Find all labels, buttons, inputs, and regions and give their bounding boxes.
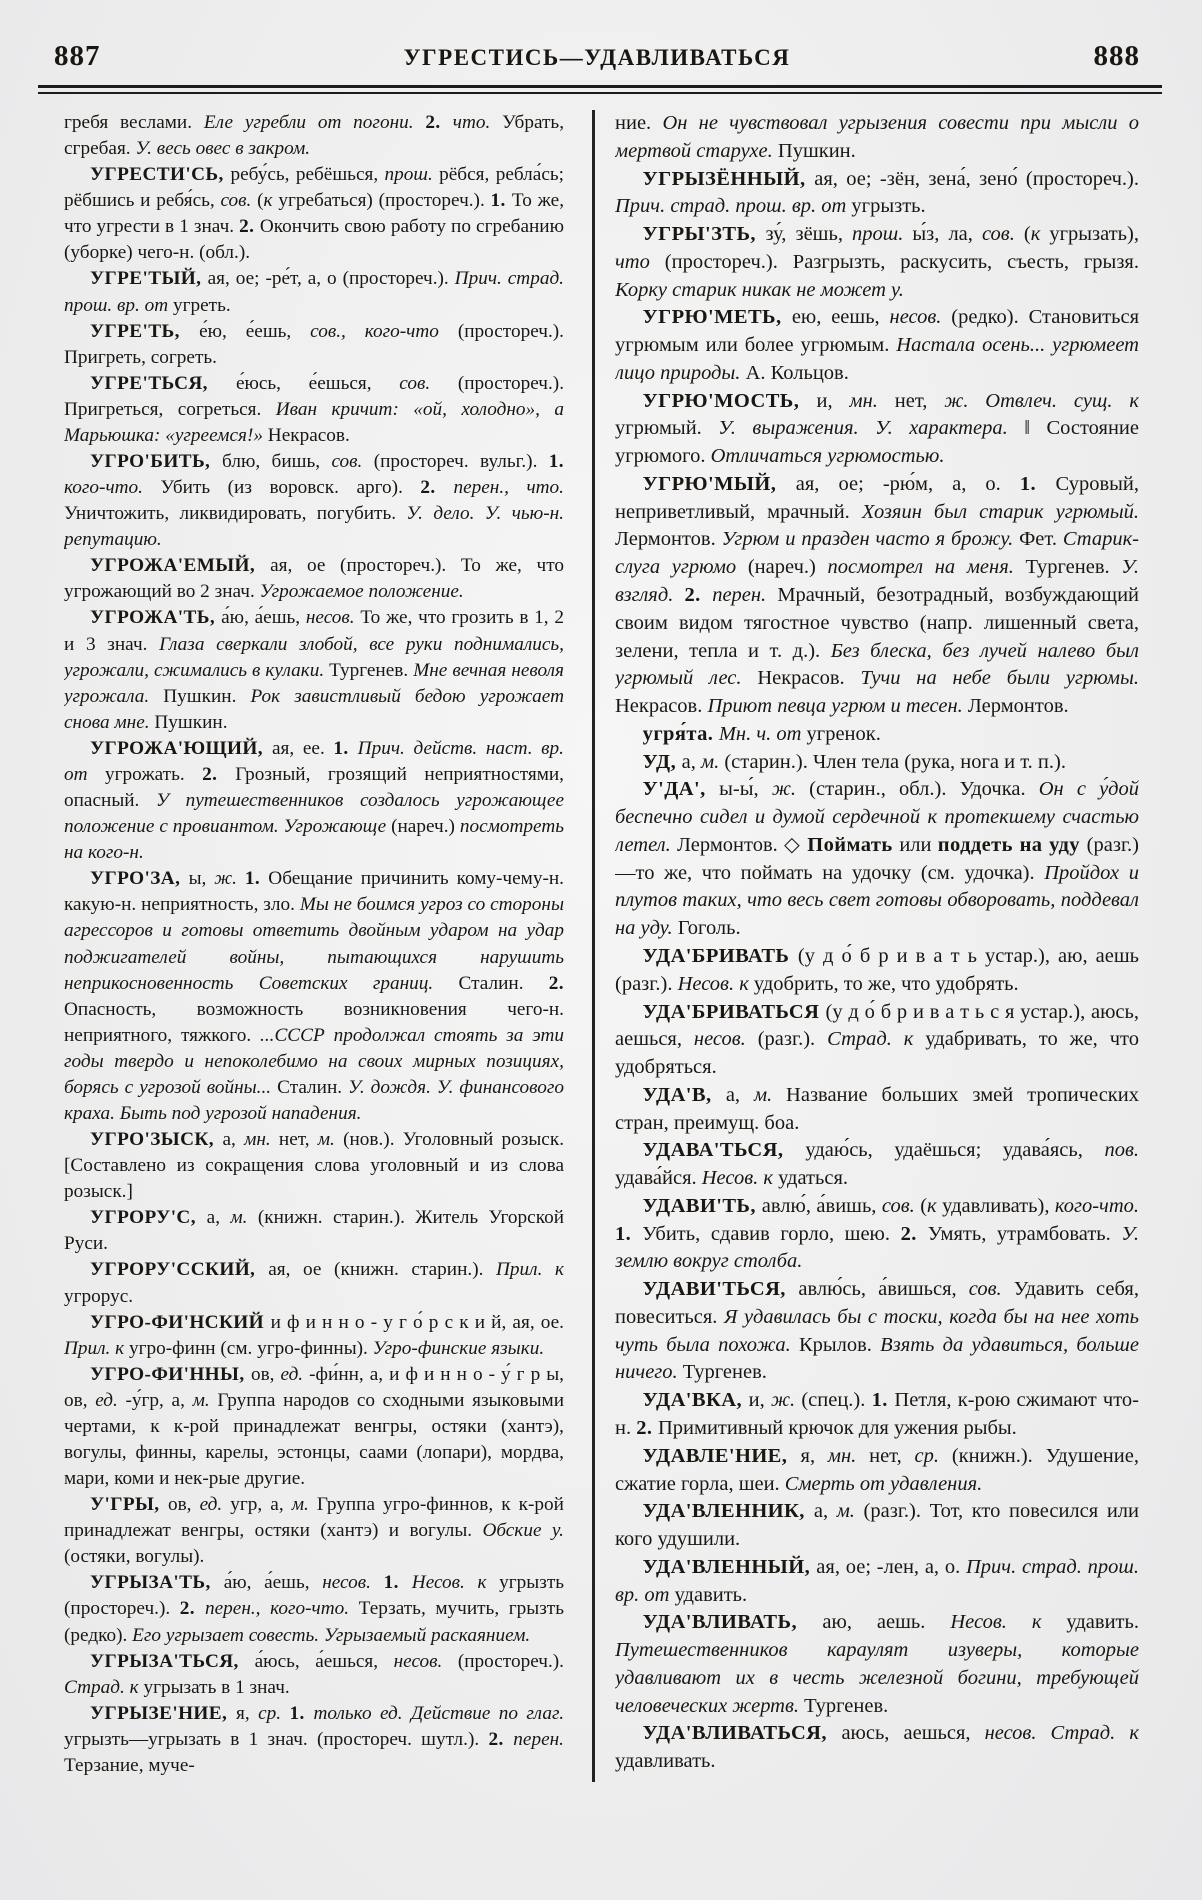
dictionary-entry: УГРОРУ'С, а, м. (книжн. старин.). Житель Угорской Руси. bbox=[64, 1207, 564, 1255]
dictionary-entry: УГРЫ'ЗТЬ, зу́, зёшь, прош. ы́з, ла, сов. (к угрызать), что (простореч.). Разгрызть, раскусить, съесть, грызя. Корку старик никак не может у. bbox=[615, 223, 1139, 301]
dictionary-entry: УДА'ВЛЕННИК, а, м. (разг.). Тот, кто повесился или кого удушили. bbox=[615, 1500, 1139, 1551]
dictionary-entry: УГРЮ'МЕТЬ, ею, еешь, несов. (редко). Становиться угрюмым или более угрюмым. Настала осень... угрюмеет лицо природы. А. Кольцов. bbox=[615, 306, 1139, 384]
dictionary-entry: УДА'ВЛЕННЫЙ, ая, ое; -лен, а, о. Прич. страд. прош. вр. от удавить. bbox=[615, 1555, 1139, 1606]
dictionary-entry: УГРО'ЗА, ы, ж. 1. Обещание причинить кому-чему-н. какую-н. неприятность, зло. Мы не боимся угроз со стороны агрессоров и готовы ответить двойным ударом на удар поджигателей войны, пытающихся нарушить неприкосновенность Советских границ. Сталин. 2. Опасность, возможность возникновения чего-н. неприятного, тяжкого. ...СССР продолжал стоять за эти годы твердо и непоколебимо на своих мирных позициях, борясь с угрозой войны... Сталин. У. дождя. У. финансового краха. Быть под угрозой нападения. bbox=[64, 868, 564, 1124]
page-number-left: 887 bbox=[54, 40, 101, 72]
dictionary-entry: УГРЮ'МЫЙ, ая, ое; -рю́м, а, о. 1. Суровый, неприветливый, мрачный. Хозяин был старик угрюмый. Лермонтов. Угрюм и празден часто я брожу. Фет. Старик-слуга угрюмо (нареч.) посмотрел на меня. Тургенев. У. взгляд. 2. перен. Мрачный, безотрадный, возбуждающий своим видом тягостное чувство (напр. лишенный света, зелени, тепла и т. д.). Без блеска, без лучей налево был угрюмый лес. Некрасов. Тучи на небе были угрюмы. Некрасов. Приют певца угрюм и тесен. Лермонтов. bbox=[615, 472, 1139, 718]
column-left bbox=[64, 110, 564, 1782]
dictionary-entry: угря́та. Мн. ч. от угренок. bbox=[642, 722, 881, 745]
dictionary-entry: УГРОЖА'ТЬ, а́ю, а́ешь, несов. То же, что грозить в 1, 2 и 3 знач. Глаза сверкали злобой, все руки поднимались, угрожали, сжимались в кулаки. Тургенев. Мне вечная неволя угрожала. Пушкин. Рок завистливый бедою угрожает снова мне. Пушкин. bbox=[64, 607, 564, 733]
page-number-right: 888 bbox=[1093, 40, 1140, 72]
running-head-title: УГРЕСТИСЬ—УДАВЛИВАТЬСЯ bbox=[403, 45, 791, 70]
dictionary-entry: УГРО'ЗЫСК, а, мн. нет, м. (нов.). Уголовный розыск. [Составлено из сокращения слова уголовный и из слова розыск.] bbox=[64, 1129, 564, 1203]
dictionary-entry: УДА'В, а, м. Название больших змей тропических стран, преимущ. боа. bbox=[615, 1083, 1139, 1134]
dictionary-entry: УДАВИ'ТЬСЯ, авлю́сь, а́вишься, сов. Удавить себя, повеситься. Я удавилась бы с тоски, когда бы на нее хоть чуть была похожа. Крылов. Взять да удавиться, больше ничего. Тургенев. bbox=[615, 1278, 1139, 1384]
dictionary-entry: УДАВИ'ТЬ, авлю́, а́вишь, сов. (к удавливать), кого-что. 1. Убить, сдавив горло, шею. 2. Умять, утрамбовать. У. землю вокруг столба. bbox=[615, 1194, 1139, 1273]
dictionary-entry: УГРЕ'ТЫЙ, ая, ое; -ре́т, а, о (простореч.). Прич. страд. прош. вр. от угреть. bbox=[64, 268, 564, 316]
dictionary-entry: У'ДА', ы-ы́, ж. (старин., обл.). Удочка. Он с у́дой беспечно сидел и думой сердечной к протекшему счастью летел. Лермонтов. ◇ Поймать или поддеть на уду (разг.)—то же, что поймать на удочку (см. удочка). Пройдох и плутов таких, что весь свет готовы обворовать, поддевал на уду. Гоголь. bbox=[615, 778, 1139, 940]
header-rule bbox=[38, 85, 1162, 94]
dictionary-entry: УДА'ВЛИВАТЬСЯ, аюсь, аешься, несов. Страд. к удавливать. bbox=[615, 1722, 1139, 1773]
column-right bbox=[615, 110, 1139, 1782]
dictionary-entry: УГРО-ФИ'НСКИЙ и ф и н н о - у г о́ р с к и й, ая, ое. Прил. к угро-финн (см. угро-финны). Угро-финские языки. bbox=[64, 1311, 564, 1359]
dictionary-entry: УГРЕ'ТЬСЯ, е́юсь, е́ешься, сов. (простореч.). Пригреться, согреться. Иван кричит: «ой, холодно», а Марьюшка: «угреемся!» Некрасов. bbox=[64, 372, 564, 446]
dictionary-entry: УГРЫЗЁННЫЙ, ая, ое; -зён, зена́, зено́ (простореч.). Прич. страд. прош. вр. от угрызть. bbox=[615, 167, 1139, 218]
dictionary-entry: УГРОРУ'ССКИЙ, ая, ое (книжн. старин.). Прил. к угрорус. bbox=[64, 1259, 564, 1307]
dictionary-entry: УДА'БРИВАТЬ (у д о́ б р и в а т ь устар.), аю, аешь (разг.). Несов. к удобрить, то же, что удобрять. bbox=[615, 944, 1139, 995]
dictionary-entry: УГРЮ'МОСТЬ, и, мн. нет, ж. Отвлеч. сущ. к угрюмый. У. выражения. У. характера. ‖ Состояние угрюмого. Отличаться угрюмостью. bbox=[615, 389, 1139, 468]
text-columns bbox=[0, 94, 1202, 1782]
dictionary-entry: УДА'ВКА, и, ж. (спец.). 1. Петля, к-рою сжимают что-н. 2. Примитивный крючок для ужения рыбы. bbox=[615, 1389, 1139, 1439]
dictionary-entry: УДА'ВЛИВАТЬ, аю, аешь. Несов. к удавить. Путешественников караулят изуверы, которые удавливают их в честь железной богини, требующей человеческих жертв. Тургенев. bbox=[615, 1611, 1139, 1717]
column-divider bbox=[592, 110, 595, 1782]
dictionary-entry: УГРЕСТИ'СЬ, ребу́сь, ребёшься, прош. рёбся, ребла́сь; рёбшись и ребя́сь, сов. (к угребаться) (простореч.). 1. То же, что угрести в 1 знач. 2. Окончить свою работу по сгребанию (уборке) чего-н. (обл.). bbox=[64, 164, 564, 264]
entry-continuation: гребя веслами. Еле угребли от погони. 2. что. Убрать, сгребая. У. весь овес в закром. bbox=[64, 112, 564, 160]
page-header bbox=[0, 0, 1202, 73]
dictionary-entry: УДА'БРИВАТЬСЯ (у д о́ б р и в а т ь с я устар.), аюсь, аешься, несов. (разг.). Страд. к удабривать, то же, что удобряться. bbox=[615, 1000, 1139, 1079]
dictionary-entry: УДАВА'ТЬСЯ, удаю́сь, удаёшься; удава́ясь, пов. удава́йся. Несов. к удаться. bbox=[615, 1139, 1139, 1190]
dictionary-entry: УГРО-ФИ'ННЫ, ов, ед. -фи́нн, а, и ф и н н о - у́ г р ы, ов, ед. -у́гр, а, м. Группа народов со сходными языковыми чертами, к к-рой принадлежат венгры, остяки (хантэ), вогулы, финны, карелы, эстонцы, саами (лопари), мордва, мари, коми и нек-рые другие. bbox=[64, 1363, 564, 1490]
dictionary-entry: УД, а, м. (старин.). Член тела (рука, нога и т. п.). bbox=[642, 750, 1066, 773]
entry-continuation: ние. Он не чувствовал угрызения совести при мысли о мертвой старухе. Пушкин. bbox=[615, 112, 1139, 162]
dictionary-entry: УГРО'БИТЬ, блю, бишь, сов. (простореч. вульг.). 1. кого-что. Убить (из воровск. арго). 2. перен., что. Уничтожить, ликвидировать, погубить. У. дело. У. чью-н. репутацию. bbox=[64, 451, 564, 551]
dictionary-entry: УГРОЖА'ЮЩИЙ, ая, ее. 1. Прич. действ. наст. вр. от угрожать. 2. Грозный, грозящий неприятностями, опасный. У путешественников создалось угрожающее положение с провиантом. Угрожающе (нареч.) посмотреть на кого-н. bbox=[64, 737, 564, 864]
dictionary-entry: У'ГРЫ, ов, ед. угр, а, м. Группа угро-финнов, к к-рой принадлежат венгры, остяки (хантэ) и вогулы. Обские у. (остяки, вогулы). bbox=[64, 1494, 564, 1568]
dictionary-entry: УГРЫЗА'ТЬСЯ, а́юсь, а́ешься, несов. (простореч.). Страд. к угрызать в 1 знач. bbox=[64, 1650, 564, 1698]
dictionary-entry: УГРЫЗА'ТЬ, а́ю, а́ешь, несов. 1. Несов. к угрызть (простореч.). 2. перен., кого-что. Терзать, мучить, грызть (редко). Его угрызает совесть. Угрызаемый раскаянием. bbox=[64, 1572, 564, 1646]
dictionary-entry: УДАВЛЕ'НИЕ, я, мн. нет, ср. (книжн.). Удушение, сжатие горла, шеи. Смерть от удавления. bbox=[615, 1444, 1139, 1495]
dictionary-entry: УГРЫЗЕ'НИЕ, я, ср. 1. только ед. Действие по глаг. угрызть—угрызать в 1 знач. (простореч. шутл.). 2. перен. Терзание, муче- bbox=[64, 1702, 564, 1776]
dictionary-entry: УГРЕ'ТЬ, е́ю, е́ешь, сов., кого-что (простореч.). Пригреть, согреть. bbox=[64, 320, 564, 368]
dictionary-entry: УГРОЖА'ЕМЫЙ, ая, ое (простореч.). То же, что угрожающий во 2 знач. Угрожаемое положение. bbox=[64, 555, 564, 603]
